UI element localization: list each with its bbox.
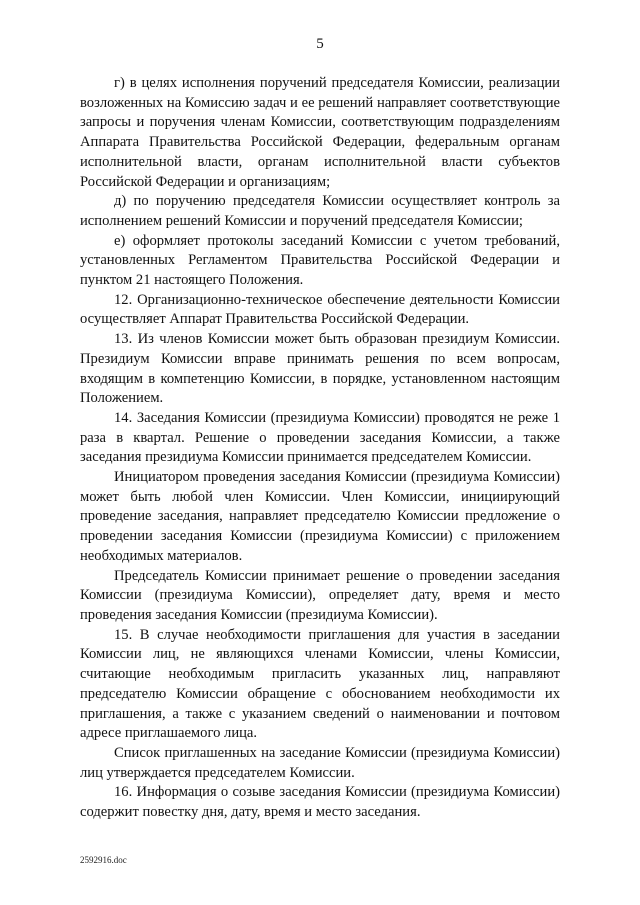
paragraph-11d: д) по поручению председателя Комиссии осуществляет контроль за исполнением решений Комиссии и поручений председателя Комиссии; [80,193,560,229]
paragraph-11g: г) в целях исполнения поручений председателя Комиссии, реализации возложенных на Комиссию задач и ее решений направляет соответствующие запросы и поручения членам Комиссии, соответствующим подразделениям Аппарата Правительства Российской Федерации, федеральным органам исполнительной власти, органам исполнительной власти субъектов Российской Федерации и организациям; [80,75,560,190]
paragraph-14-initiator: Инициатором проведения заседания Комиссии (президиума Комиссии) может быть любой член Комиссии. Член Комиссии, инициирующий проведение заседания, направляет председателю Комиссии предложение о проведении заседания Комиссии (президиума Комиссии) с приложением необходимых материалов. [80,469,560,564]
paragraph-13: 13. Из членов Комиссии может быть образован президиум Комиссии. Президиум Комиссии вправе принимать решения по всем вопросам, входящим в компетенцию Комиссии, в порядке, установленном настоящим Положением. [80,331,560,407]
paragraph-16: 16. Информация о созыве заседания Комиссии (президиума Комиссии) содержит повестку дня, дату, время и место заседания. [80,784,560,821]
paragraph-15: 15. В случае необходимости приглашения для участия в заседании Комиссии лиц, не являющихся членами Комиссии, члены Комиссии, считающие необходимым пригласить указанных лиц, направляют председателю Комиссии обращение с обоснованием необходимости их приглашения, а также с указанием сведений о наименовании и почтовом адресе приглашаемого лица. [80,626,560,742]
paragraph-14-chairman: Председатель Комиссии принимает решение о проведении заседания Комиссии (президиума Комиссии), определяет дату, время и место проведения заседания Комиссии (президиума Комиссии). [80,567,560,623]
footer-filename: 2592916.doc [80,855,127,865]
paragraph-12: 12. Организационно-техническое обеспечение деятельности Комиссии осуществляет Аппарат Правительства Российской Федерации. [80,291,560,328]
page-number: 5 [316,36,324,52]
paragraph-15-list: Список приглашенных на заседание Комиссии (президиума Комиссии) лиц утверждается председателем Комиссии. [80,744,560,781]
paragraph-14: 14. Заседания Комиссии (президиума Комиссии) проводятся не реже 1 раза в квартал. Решение о проведении заседания Комиссии, а также заседания президиума Комиссии принимается председателем Комиссии. [80,409,560,466]
paragraph-11e: е) оформляет протоколы заседаний Комиссии с учетом требований, установленных Регламентом Правительства Российской Федерации и пунктом 21 настоящего Положения. [80,232,560,289]
document-body [80,74,560,823]
